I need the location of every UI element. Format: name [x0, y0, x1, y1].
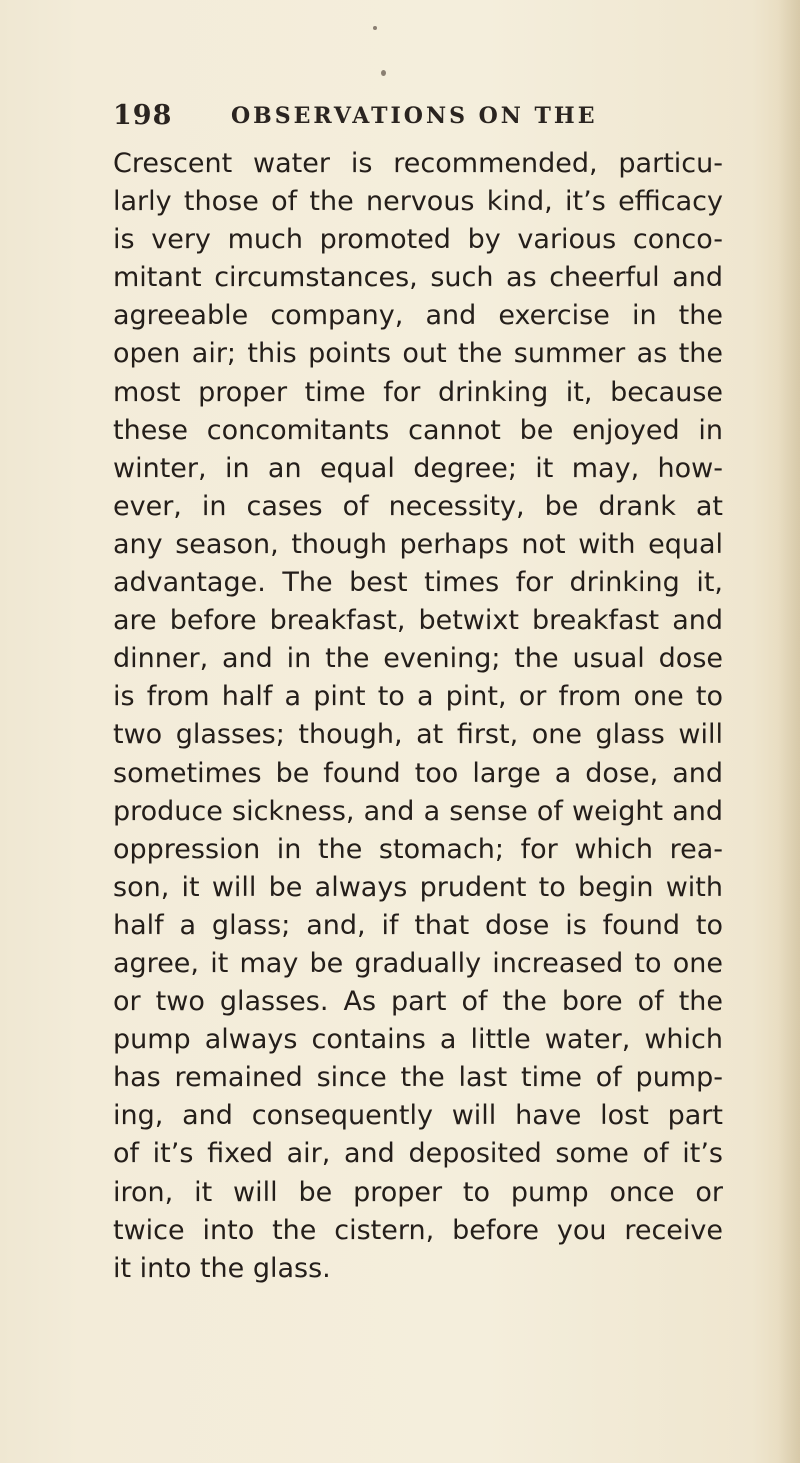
text-line: these concomitants cannot be enjoyed in — [113, 414, 723, 446]
text-line: advantage. The best times for drinking it, — [113, 567, 723, 599]
text-line: of it’s fixed air, and deposited some of it’s — [113, 1138, 723, 1170]
text-line: twice into the cistern, before you receive — [113, 1214, 723, 1246]
text-line: are before breakfast, betwixt breakfast and — [113, 605, 723, 637]
text-line: any season, though perhaps not with equal — [113, 528, 723, 560]
text-line: half a glass; and, if that dose is found to — [113, 909, 723, 941]
text-line: is very much promoted by various conco- — [113, 224, 723, 256]
text-line: Crescent water is recommended, particu- — [113, 148, 723, 179]
text-line: it into the glass. — [113, 1252, 331, 1284]
text-line: winter, in an equal degree; it may, how- — [113, 452, 723, 484]
text-line: produce sickness, and a sense of weight and — [113, 795, 723, 827]
text-line: open air; this points out the summer as the — [113, 338, 723, 370]
text-line: has remained since the last time of pump- — [113, 1062, 723, 1094]
text-line: son, it will be always prudent to begin with — [113, 871, 723, 903]
text-line: two glasses; though, at first, one glass will — [113, 719, 723, 751]
text-line: is from half a pint to a pint, or from one to — [113, 681, 723, 713]
paper-speck — [373, 26, 377, 30]
text-line: mitant circumstances, such as cheerful and — [113, 262, 723, 294]
text-line: sometimes be found too large a dose, and — [113, 757, 723, 789]
page-number: 198 — [113, 100, 173, 131]
text-line: iron, it will be proper to pump once or — [113, 1176, 723, 1208]
page-edge-shadow — [778, 0, 800, 1463]
text-line: ever, in cases of necessity, be drank at — [113, 490, 723, 522]
body-paragraph — [113, 145, 723, 1288]
text-line: or two glasses. As part of the bore of the — [113, 986, 723, 1018]
text-line: larly those of the nervous kind, it’s efficacy — [113, 186, 723, 218]
text-line: dinner, and in the evening; the usual dose — [113, 643, 723, 675]
text-line: agree, it may be gradually increased to one — [113, 947, 723, 979]
text-line: ing, and consequently will have lost part — [113, 1100, 723, 1132]
running-head — [113, 100, 713, 140]
paper-speck — [381, 70, 386, 76]
text-line: pump always contains a little water, which — [113, 1024, 723, 1056]
text-line: most proper time for drinking it, because — [113, 376, 723, 408]
running-head-title: OBSERVATIONS ON THE — [231, 103, 598, 129]
text-line: agreeable company, and exercise in the — [113, 300, 723, 332]
text-line: oppression in the stomach; for which rea- — [113, 833, 723, 865]
